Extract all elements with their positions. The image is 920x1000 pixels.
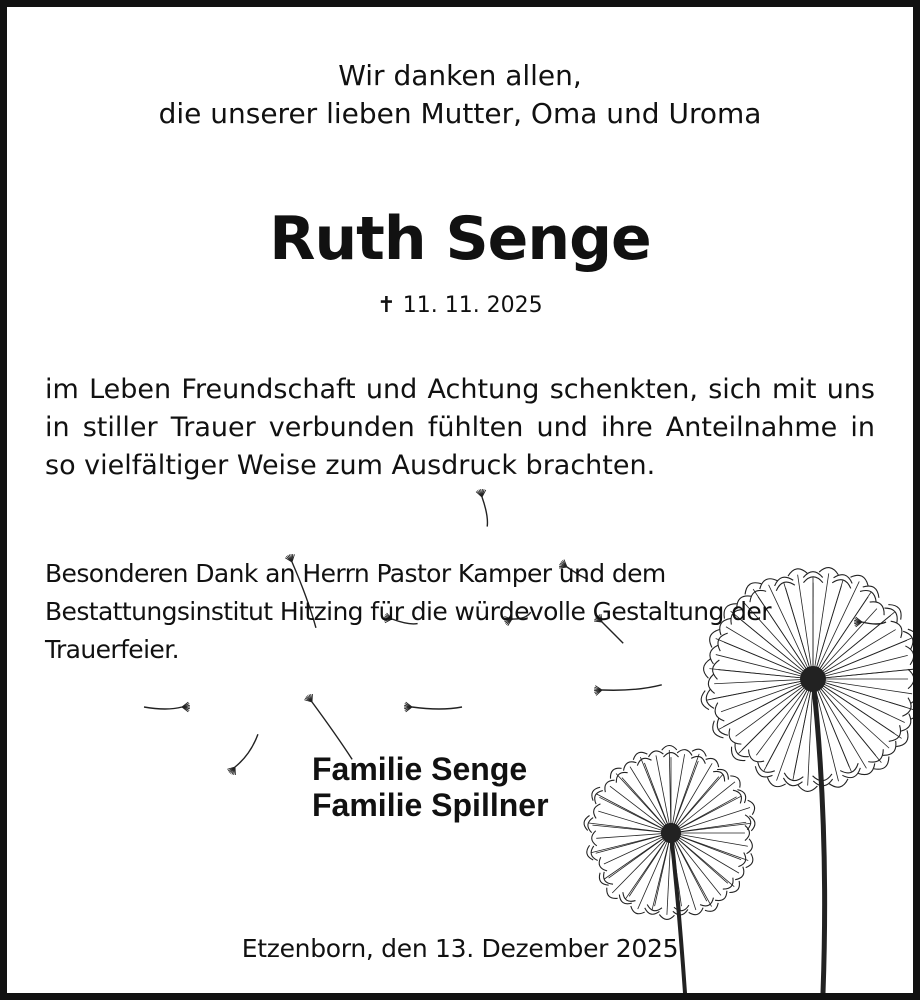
deceased-name: Ruth Senge xyxy=(269,204,651,274)
intro-line-1: Wir danken allen, xyxy=(338,59,582,92)
small-dandelion-head-icon xyxy=(584,745,755,919)
special-thanks-line-3: Trauerfeier. xyxy=(45,635,179,664)
signature-family-senge: Familie Senge xyxy=(312,751,528,787)
dandelion-illustration xyxy=(7,7,913,993)
flying-seed-icon xyxy=(476,489,487,527)
special-thanks-line-1: Besonderen Dank an Herrn Pastor Kamper und dem xyxy=(45,559,666,588)
flying-seed-icon xyxy=(404,702,462,712)
intro-text xyxy=(7,57,913,133)
flying-seed-icon xyxy=(144,702,190,712)
signatures xyxy=(312,751,549,823)
flying-seed-icon xyxy=(227,734,258,775)
signature-family-spillner: Familie Spillner xyxy=(312,787,549,823)
thanks-paragraph: im Leben Freundschaft und Achtung schenkten, sich mit uns in stiller Trauer verbunden fühlten und ihre Anteilnahme in so vielfältiger Weise zum Ausdruck brachten. xyxy=(45,374,875,481)
intro-line-2: die unserer lieben Mutter, Oma und Uroma xyxy=(158,97,762,130)
small-dandelion-stem xyxy=(671,833,685,993)
special-thanks-line-2: Bestattungsinstitut Hitzing für die würdevolle Gestaltung der xyxy=(45,597,771,626)
place-and-date: Etzenborn, den 13. Dezember 2025 xyxy=(241,934,679,963)
death-date: ✝ 11. 11. 2025 xyxy=(377,293,543,318)
flying-seed-icon xyxy=(594,685,662,696)
special-thanks-paragraph xyxy=(45,555,875,669)
flying-seed-icon xyxy=(304,694,352,759)
